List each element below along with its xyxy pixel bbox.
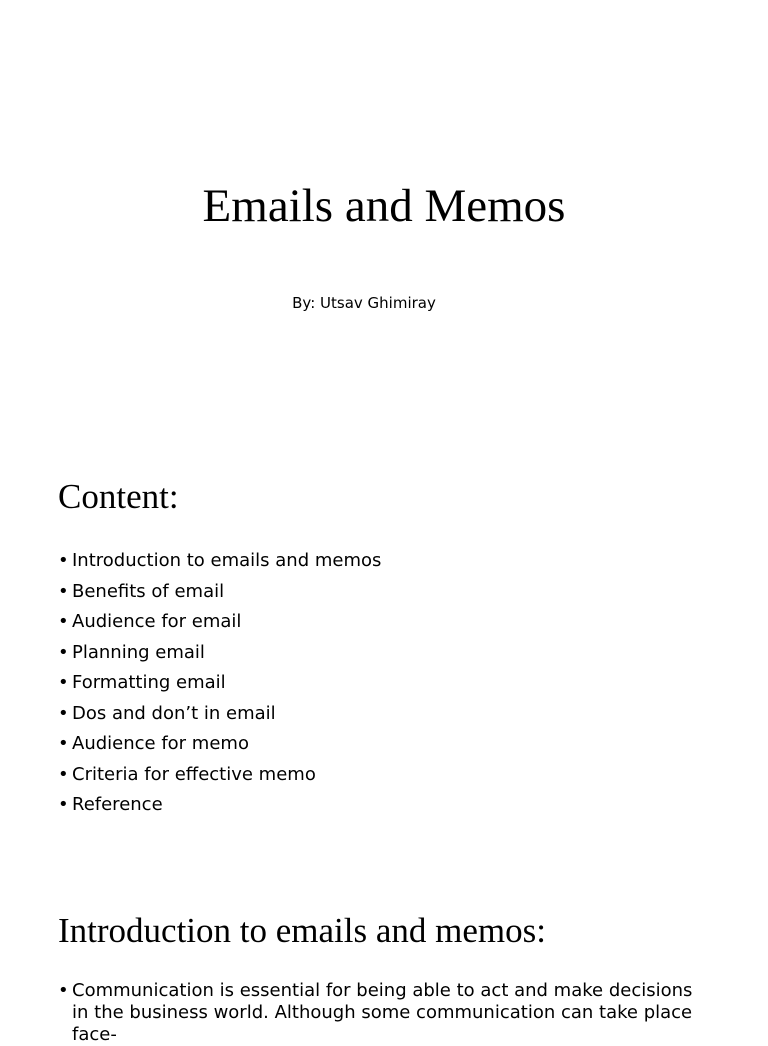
list-item	[58, 729, 708, 760]
list-item-text: Communication is essential for being able to act and make decisions in the business world. Although some communication can take place face-	[72, 980, 693, 1045]
bullet-icon: •	[58, 580, 69, 602]
list-item-text: Formatting email	[72, 672, 226, 693]
introduction-list	[58, 980, 708, 1046]
list-item-text: Audience for memo	[72, 733, 249, 754]
list-item	[58, 790, 708, 821]
list-item	[58, 980, 708, 1046]
bullet-icon: •	[58, 672, 69, 693]
list-item	[58, 607, 708, 638]
presentation-title: Emails and Memos	[202, 180, 566, 232]
presentation-author: By: Utsav Ghimiray	[292, 294, 436, 312]
bullet-icon: •	[58, 641, 69, 663]
list-item	[58, 577, 708, 608]
contents-list	[58, 546, 708, 821]
bullet-icon: •	[58, 794, 69, 815]
bullet-icon: •	[58, 980, 69, 1001]
list-item	[58, 760, 708, 791]
bullet-icon: •	[58, 611, 69, 632]
list-item	[58, 699, 708, 730]
list-item-text: Benefits of email	[72, 580, 225, 602]
bullet-icon: •	[58, 733, 69, 754]
list-item	[58, 638, 708, 669]
slide-introduction	[0, 880, 768, 1045]
list-item	[58, 546, 708, 577]
list-item-text: Audience for email	[72, 611, 242, 632]
bullet-icon: •	[58, 763, 69, 785]
list-item	[58, 668, 708, 699]
list-item-text: Dos and don’t in email	[72, 702, 276, 724]
slide-title	[0, 0, 768, 432]
slide-heading: Introduction to emails and memos:	[58, 911, 546, 950]
slide-heading: Content:	[58, 477, 179, 516]
bullet-icon: •	[58, 702, 69, 724]
list-item-text: Planning email	[72, 641, 205, 663]
list-item-text: Criteria for effective memo	[72, 763, 316, 785]
list-item-text: Introduction to emails and memos	[72, 550, 382, 571]
bullet-icon: •	[58, 550, 69, 571]
slide-contents	[0, 446, 768, 866]
list-item-text: Reference	[72, 794, 163, 815]
